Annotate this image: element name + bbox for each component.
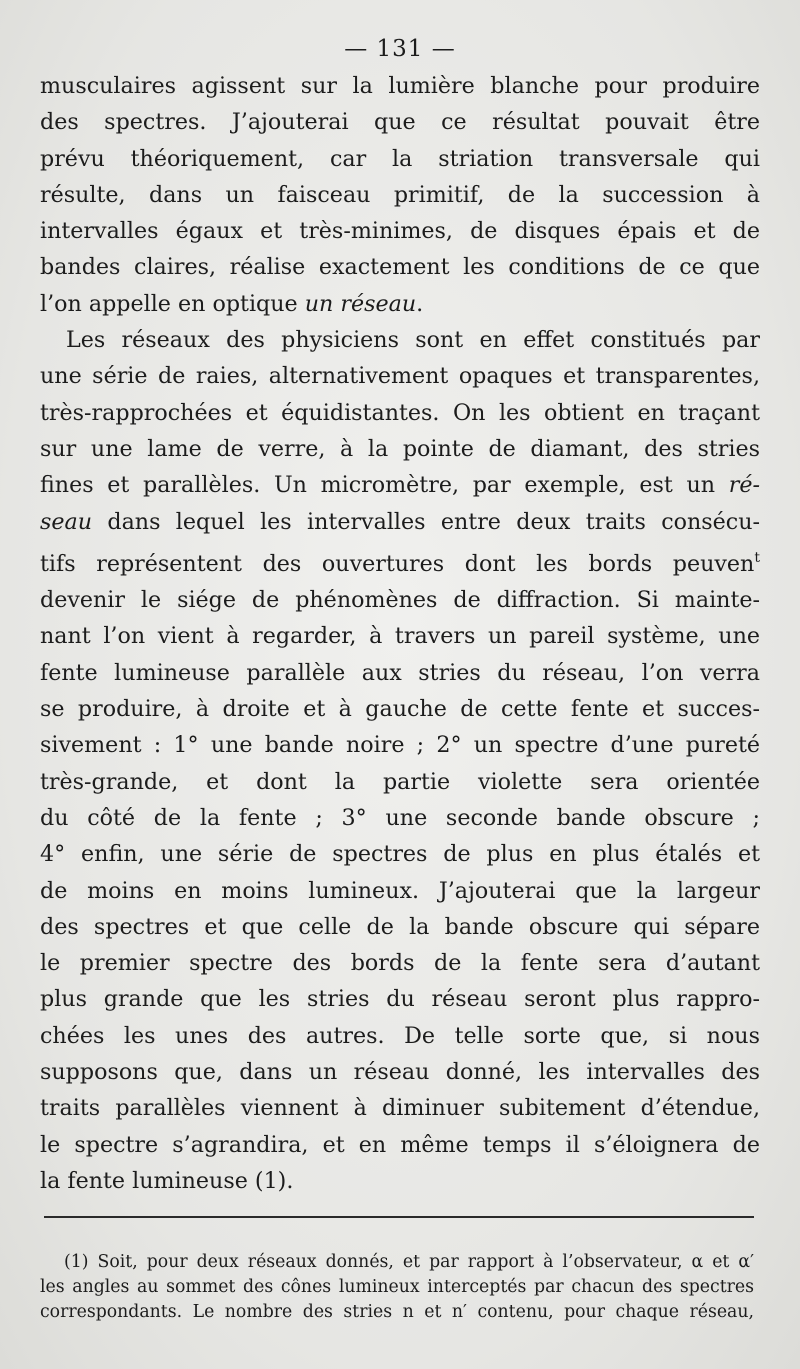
text-line: plus grande que les stries du réseau seront plus rappro-: [40, 986, 760, 1013]
text-line: [40, 286, 760, 322]
text-line: des spectres et que celle de la bande obscure qui sépare: [40, 913, 760, 940]
text-line: chées les unes des autres. De telle sorte que, si nous: [40, 1022, 760, 1049]
italic-term: un réseau: [304, 290, 417, 317]
superscript-letter: t: [754, 549, 760, 566]
text-line: se produire, à droite et à gauche de cette fente et succes-: [40, 696, 760, 723]
paragraph-1: [40, 68, 760, 322]
text-line: [40, 467, 760, 503]
text-line: sur une lame de verre, à la pointe de diamant, des stries: [40, 435, 760, 462]
footnote-divider: [44, 1216, 754, 1218]
text-line: une série de raies, alternativement opaques et transparentes,: [40, 363, 760, 390]
page-number: — 131 —: [344, 36, 456, 62]
text-line: le spectre s’agrandira, et en même temps il s’éloignera de: [40, 1131, 760, 1158]
italic-term: ré-: [728, 472, 760, 499]
footnote-line: (1) Soit, pour deux réseaux donnés, et par rapport à l’observateur, α et α′: [64, 1252, 754, 1272]
body-text: [40, 68, 760, 1199]
text-line: des spectres. J’ajouterai que ce résultat pouvait être: [40, 109, 760, 136]
text-line: très-rapprochées et équidistantes. On les obtient en traçant: [40, 399, 760, 426]
text-line: la fente lumineuse (1).: [40, 1167, 294, 1194]
text-line: supposons que, dans un réseau donné, les intervalles des: [40, 1059, 760, 1086]
text-line: le premier spectre des bords de la fente sera d’autant: [40, 950, 760, 977]
footnote-line: les angles au sommet des cônes lumineux interceptés par chacun des spectres: [40, 1277, 754, 1297]
text-line: 4° enfin, une série de spectres de plus en plus étalés et: [40, 841, 760, 868]
footnote-line: correspondants. Le nombre des stries n et n′ contenu, pour chaque réseau,: [40, 1302, 754, 1322]
text-line: traits parallèles viennent à diminuer subitement d’étendue,: [40, 1095, 760, 1122]
text-run: l’on appelle en optique: [40, 290, 305, 317]
text-run: tifs représentent des ouvertures dont les bords peuven: [40, 550, 755, 577]
text-line: sivement : 1° une bande noire ; 2° un spectre d’une pureté: [40, 732, 760, 759]
text-line: très-grande, et dont la partie violette sera orientée: [40, 768, 760, 795]
text-line: musculaires agissent sur la lumière blanche pour produire: [40, 73, 760, 99]
text-line: du côté de la fente ; 3° une seconde bande obscure ;: [40, 804, 760, 831]
text-line: bandes claires, réalise exactement les conditions de ce que: [40, 254, 760, 281]
text-line: [40, 504, 760, 540]
text-line: fente lumineuse parallèle aux stries du réseau, l’on verra: [40, 659, 760, 686]
paragraph-2: [40, 322, 760, 1199]
italic-term: seau: [40, 508, 93, 535]
text-run: dans lequel les intervalles entre deux traits consécu-: [92, 508, 760, 535]
text-line: [40, 540, 760, 582]
text-line: Les réseaux des physiciens sont en effet constitués par: [66, 327, 760, 354]
text-run: .: [416, 290, 424, 317]
footnote: [40, 1250, 754, 1325]
text-line: nant l’on vient à regarder, à travers un pareil système, une: [40, 623, 760, 650]
text-line: devenir le siége de phénomènes de diffraction. Si mainte-: [40, 587, 760, 614]
text-line: résulte, dans un faisceau primitif, de la succession à: [40, 181, 760, 208]
text-run: fines et parallèles. Un micromètre, par exemple, est un: [40, 472, 729, 499]
text-line: de moins en moins lumineux. J’ajouterai que la largeur: [40, 877, 760, 904]
text-line: intervalles égaux et très-minimes, de disques épais et de: [40, 218, 760, 245]
text-line: prévu théoriquement, car la striation transversale qui: [40, 145, 760, 172]
